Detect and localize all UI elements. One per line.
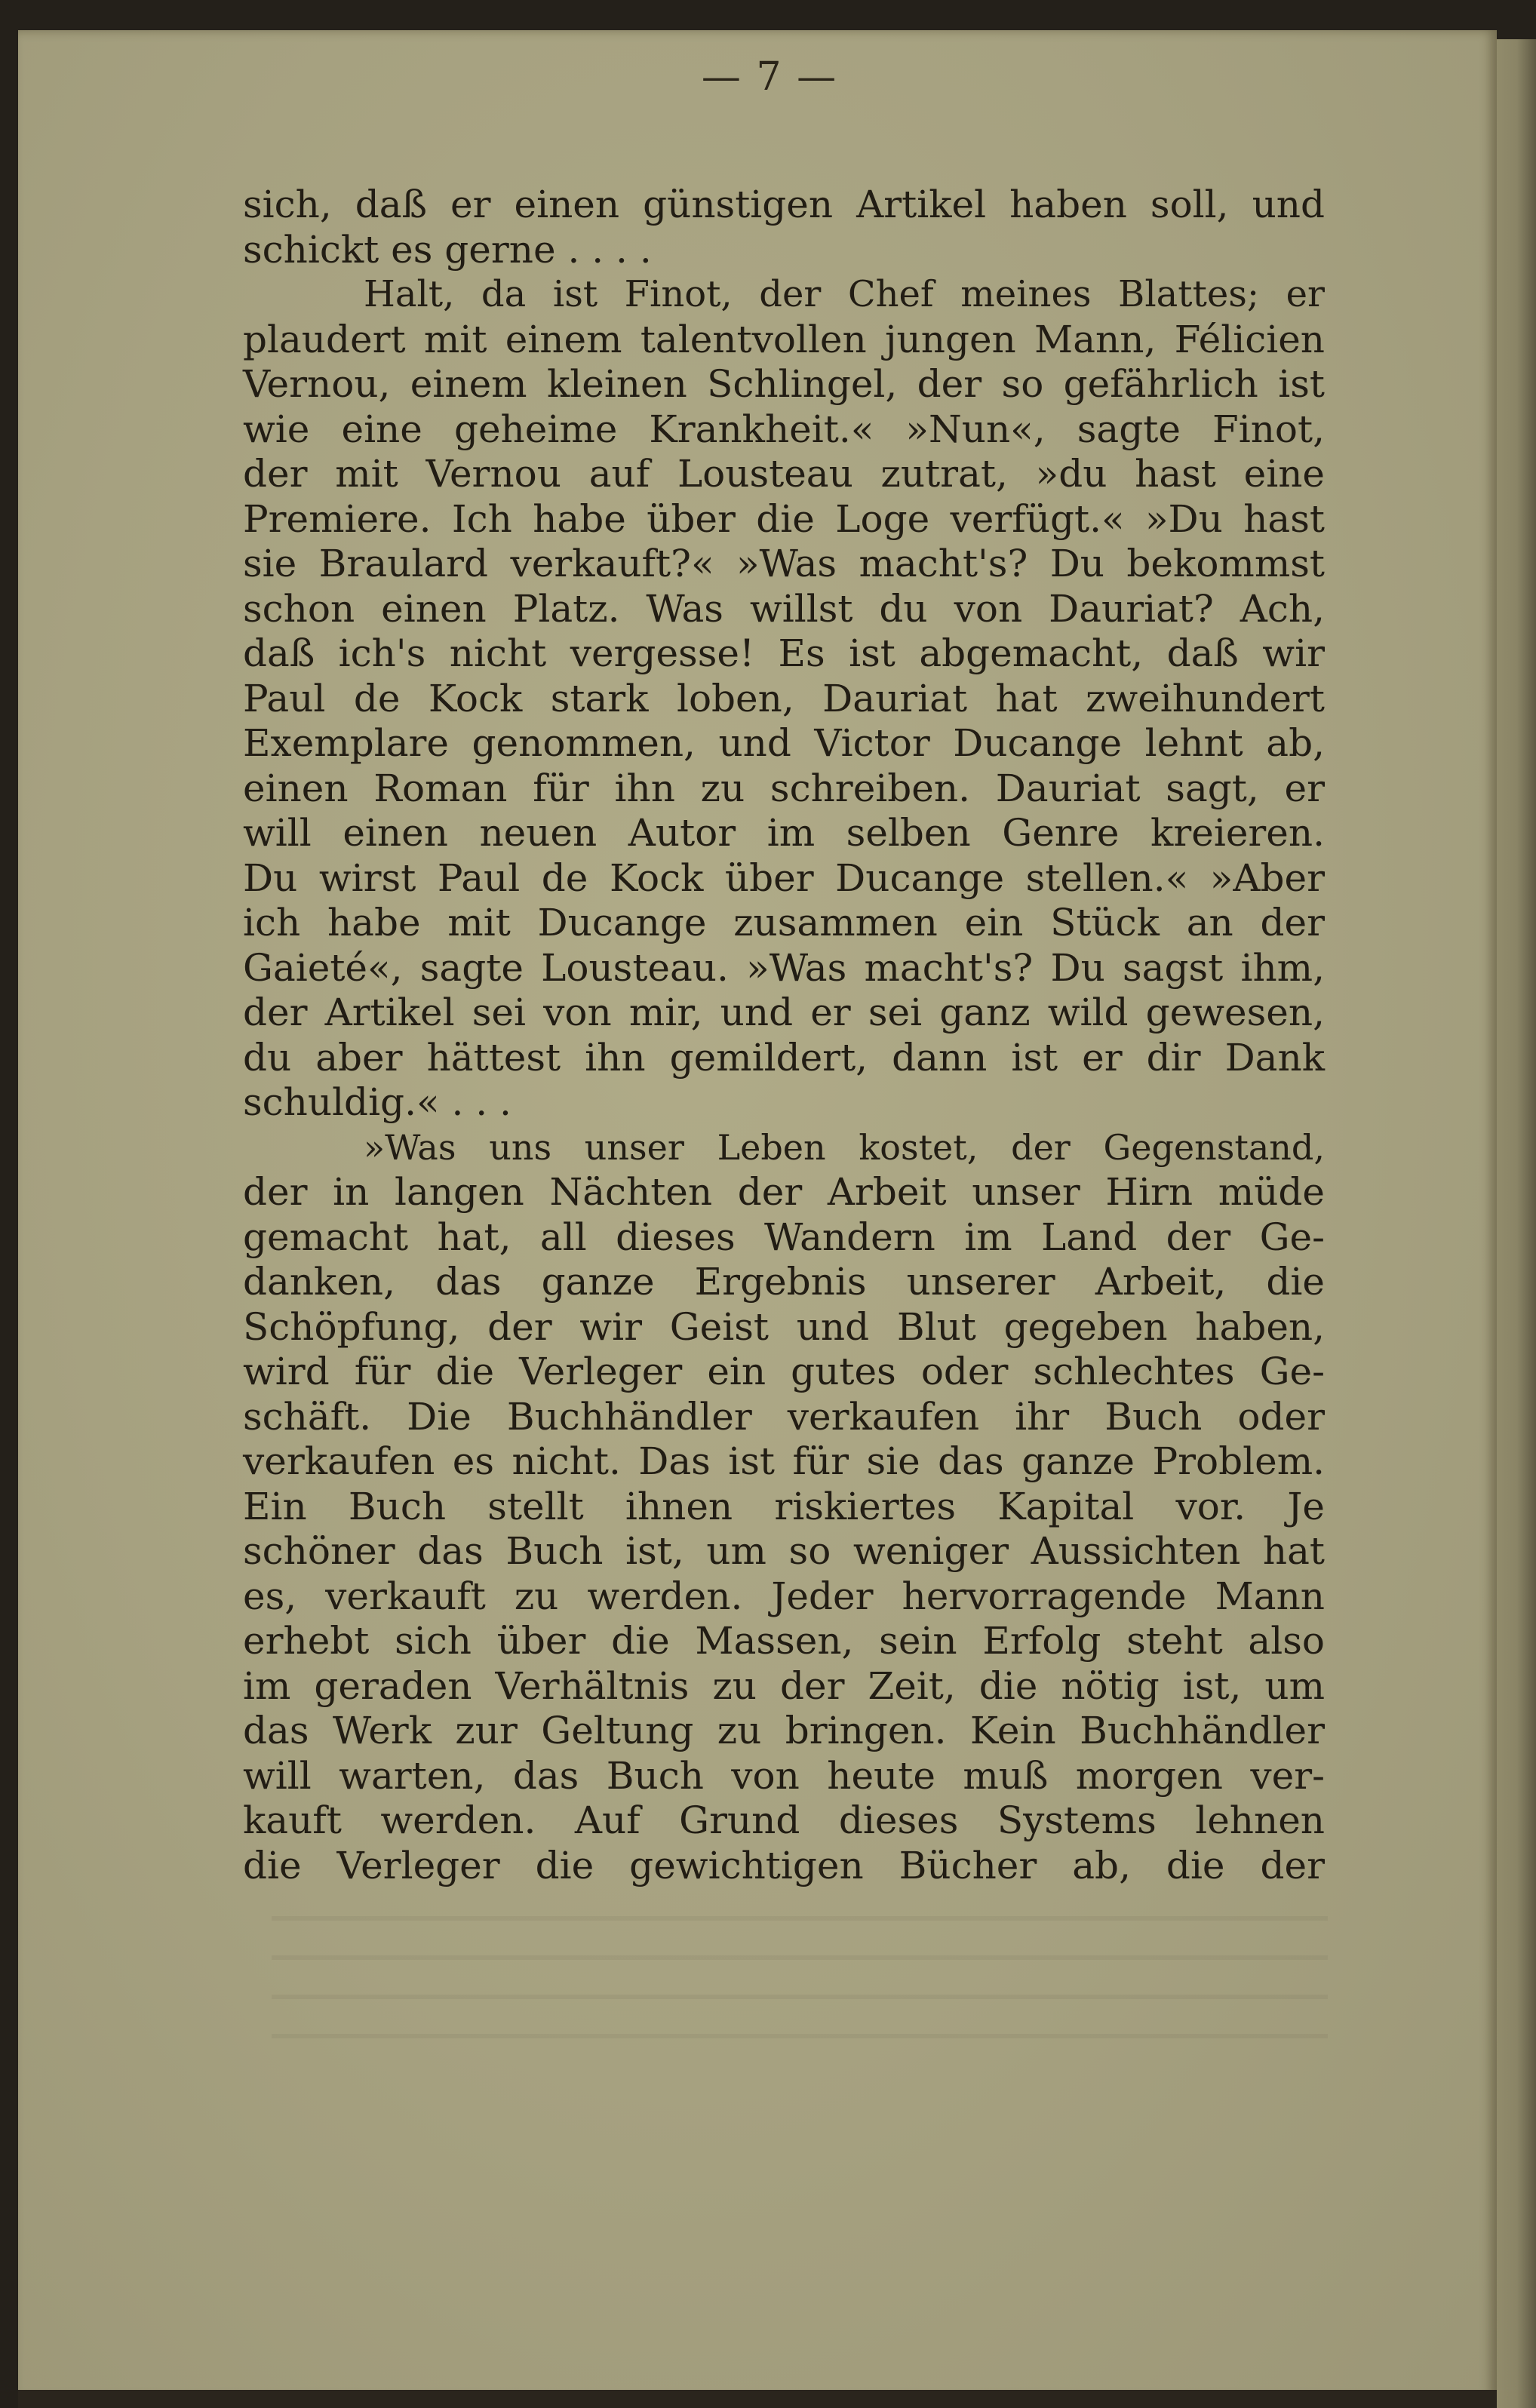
- text-line: Ein Buch stellt ihnen riskiertes Kapital vor. Je: [243, 1484, 1325, 1528]
- text-line: einen Roman für ihn zu schreiben. Dauriat sagt, er: [243, 766, 1325, 810]
- text-line: schuldig.« . . .: [243, 1080, 511, 1124]
- body-text: [243, 183, 1325, 1888]
- text-line: der mit Vernou auf Lousteau zutrat, »du hast eine: [243, 452, 1325, 496]
- text-line: erhebt sich über die Massen, sein Erfolg steht also: [243, 1619, 1325, 1663]
- text-line: daß ich's nicht vergesse! Es ist abgemacht, daß wir: [243, 631, 1325, 675]
- text-line: sich, daß er einen günstigen Artikel haben soll, und: [243, 183, 1325, 226]
- text-line: Du wirst Paul de Kock über Ducange stellen.« »Aber: [243, 855, 1325, 900]
- text-line: Gaieté«, sagte Lousteau. »Was macht's? Du sagst ihm,: [243, 945, 1325, 990]
- text-line: »Was uns unser Leben kostet, der Gegenstand,: [364, 1126, 1325, 1168]
- text-line: Schöpfung, der wir Geist und Blut gegeben haben,: [243, 1304, 1325, 1349]
- text-line: Halt, da ist Finot, der Chef meines Blattes; er: [364, 273, 1325, 315]
- text-line: der Artikel sei von mir, und er sei ganz wild gewesen,: [243, 991, 1325, 1034]
- text-line: das Werk zur Geltung zu bringen. Kein Buchhändler: [243, 1709, 1325, 1752]
- text-line: Premiere. Ich habe über die Loge verfügt.« »Du hast: [243, 496, 1325, 541]
- text-line: sie Braulard verkauft?« »Was macht's? Du bekommst: [243, 542, 1325, 585]
- text-line: ich habe mit Ducange zusammen ein Stück an der: [243, 901, 1325, 944]
- show-through-ghost-text: [272, 1916, 1328, 2067]
- text-line: wird für die Verleger ein gutes oder schlechtes Ge-: [243, 1350, 1325, 1393]
- text-line: du aber hättest ihn gemildert, dann ist er dir Dank: [243, 1035, 1325, 1080]
- text-line: will warten, das Buch von heute muß morgen ver-: [243, 1753, 1325, 1798]
- text-line: schöner das Buch ist, um so weniger Aussichten hat: [243, 1529, 1325, 1573]
- text-line: kauft werden. Auf Grund dieses Systems lehnen: [243, 1798, 1325, 1842]
- text-line: wie eine geheime Krankheit.« »Nun«, sagte Finot,: [243, 407, 1325, 451]
- text-line: Paul de Kock stark loben, Dauriat hat zweihundert: [243, 676, 1325, 720]
- text-line: Exemplare genommen, und Victor Ducange lehnt ab,: [243, 721, 1325, 765]
- text-line: gemacht hat, all dieses Wandern im Land der Ge-: [243, 1215, 1325, 1259]
- text-line: will einen neuen Autor im selben Genre kreieren.: [243, 811, 1325, 855]
- text-line: schickt es gerne . . . .: [243, 227, 652, 272]
- page-bottom-shadow: [18, 2390, 1497, 2408]
- text-line: der in langen Nächten der Arbeit unser Hirn müde: [243, 1170, 1325, 1214]
- text-line: verkaufen es nicht. Das ist für sie das ganze Problem.: [243, 1439, 1325, 1483]
- text-line: die Verleger die gewichtigen Bücher ab, die der: [243, 1843, 1325, 1887]
- text-line: danken, das ganze Ergebnis unserer Arbeit, die: [243, 1260, 1325, 1304]
- text-line: plaudert mit einem talentvollen jungen Mann, Félicien: [243, 317, 1325, 361]
- text-line: schäft. Die Buchhändler verkaufen ihr Buch oder: [243, 1394, 1325, 1439]
- text-line: es, verkauft zu werden. Jeder hervorragende Mann: [243, 1574, 1325, 1618]
- text-line: schon einen Platz. Was willst du von Dauriat? Ach,: [243, 586, 1325, 631]
- text-line: im geraden Verhältnis zu der Zeit, die nötig ist, um: [243, 1663, 1325, 1708]
- text-line: Vernou, einem kleinen Schlingel, der so gefährlich ist: [243, 362, 1325, 406]
- page-number: — 7 —: [701, 54, 838, 100]
